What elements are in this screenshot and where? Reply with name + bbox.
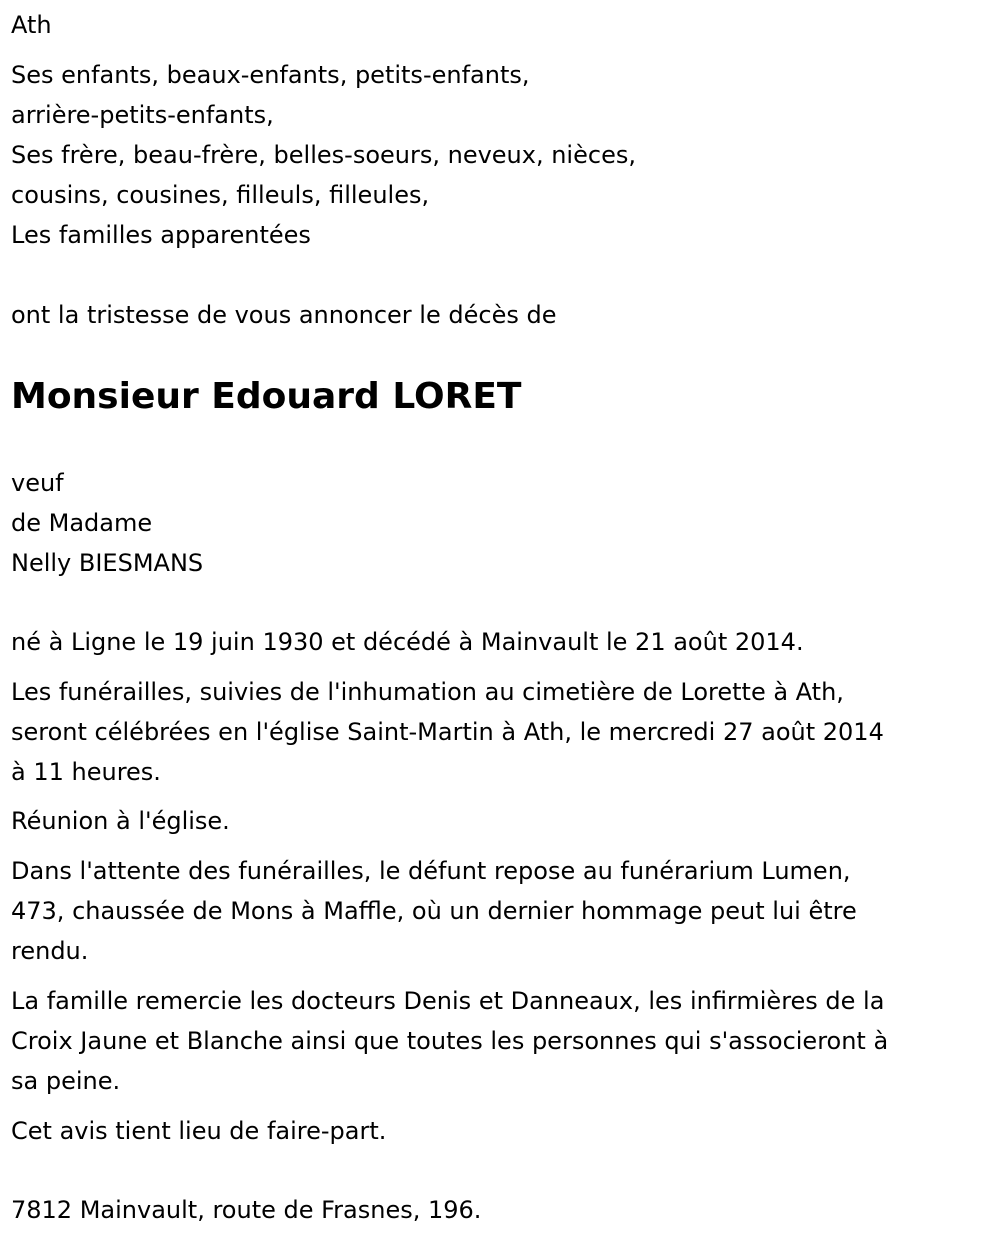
address-text: 7812 Mainvault, route de Frasnes, 196. [11,1196,482,1224]
rest-line: Dans l'attente des funérailles, le défunt repose au funérarium Lumen, [11,857,851,885]
family-line: Les familles apparentées [11,221,311,249]
deceased-name: Monsieur Edouard LORET [11,376,522,417]
location-header [11,5,52,45]
family-line: cousins, cousines, filleuls, filleules, [11,181,430,209]
spouse-line: veuf [11,469,64,497]
funeral-line: seront célébrées en l'église Saint-Martin à Ath, le mercredi 27 août 2014 [11,718,884,746]
thanks-line: sa peine. [11,1067,121,1095]
rest-paragraph [11,851,857,971]
spouse-line: Nelly BIESMANS [11,549,204,577]
announcement [11,295,556,335]
thanks-line: Croix Jaune et Blanche ainsi que toutes les personnes qui s'associeront à [11,1027,889,1055]
location-text: Ath [11,11,52,39]
funeral-line: à 11 heures. [11,758,161,786]
funeral-paragraph [11,672,884,792]
announcement-text: ont la tristesse de vous annoncer le décès de [11,301,557,329]
family-list [11,55,636,255]
deceased-name-block [11,375,522,419]
spouse-block [11,463,203,583]
meeting-text: Réunion à l'église. [11,807,230,835]
thanks-paragraph [11,981,888,1101]
meeting-paragraph [11,801,230,841]
birth-death [11,622,804,662]
notice-text: Cet avis tient lieu de faire-part. [11,1117,387,1145]
notice-paragraph [11,1111,386,1151]
family-line: Ses frère, beau-frère, belles-soeurs, neveux, nièces, [11,141,636,169]
family-line: arrière-petits-enfants, [11,101,274,129]
rest-line: 473, chaussée de Mons à Maffle, où un dernier hommage peut lui être [11,897,857,925]
birth-death-text: né à Ligne le 19 juin 1930 et décédé à Mainvault le 21 août 2014. [11,628,804,656]
rest-line: rendu. [11,937,89,965]
family-line: Ses enfants, beaux-enfants, petits-enfants, [11,61,530,89]
thanks-line: La famille remercie les docteurs Denis et Danneaux, les infirmières de la [11,987,885,1015]
address-block [11,1190,481,1230]
spouse-line: de Madame [11,509,153,537]
funeral-line: Les funérailles, suivies de l'inhumation au cimetière de Lorette à Ath, [11,678,844,706]
